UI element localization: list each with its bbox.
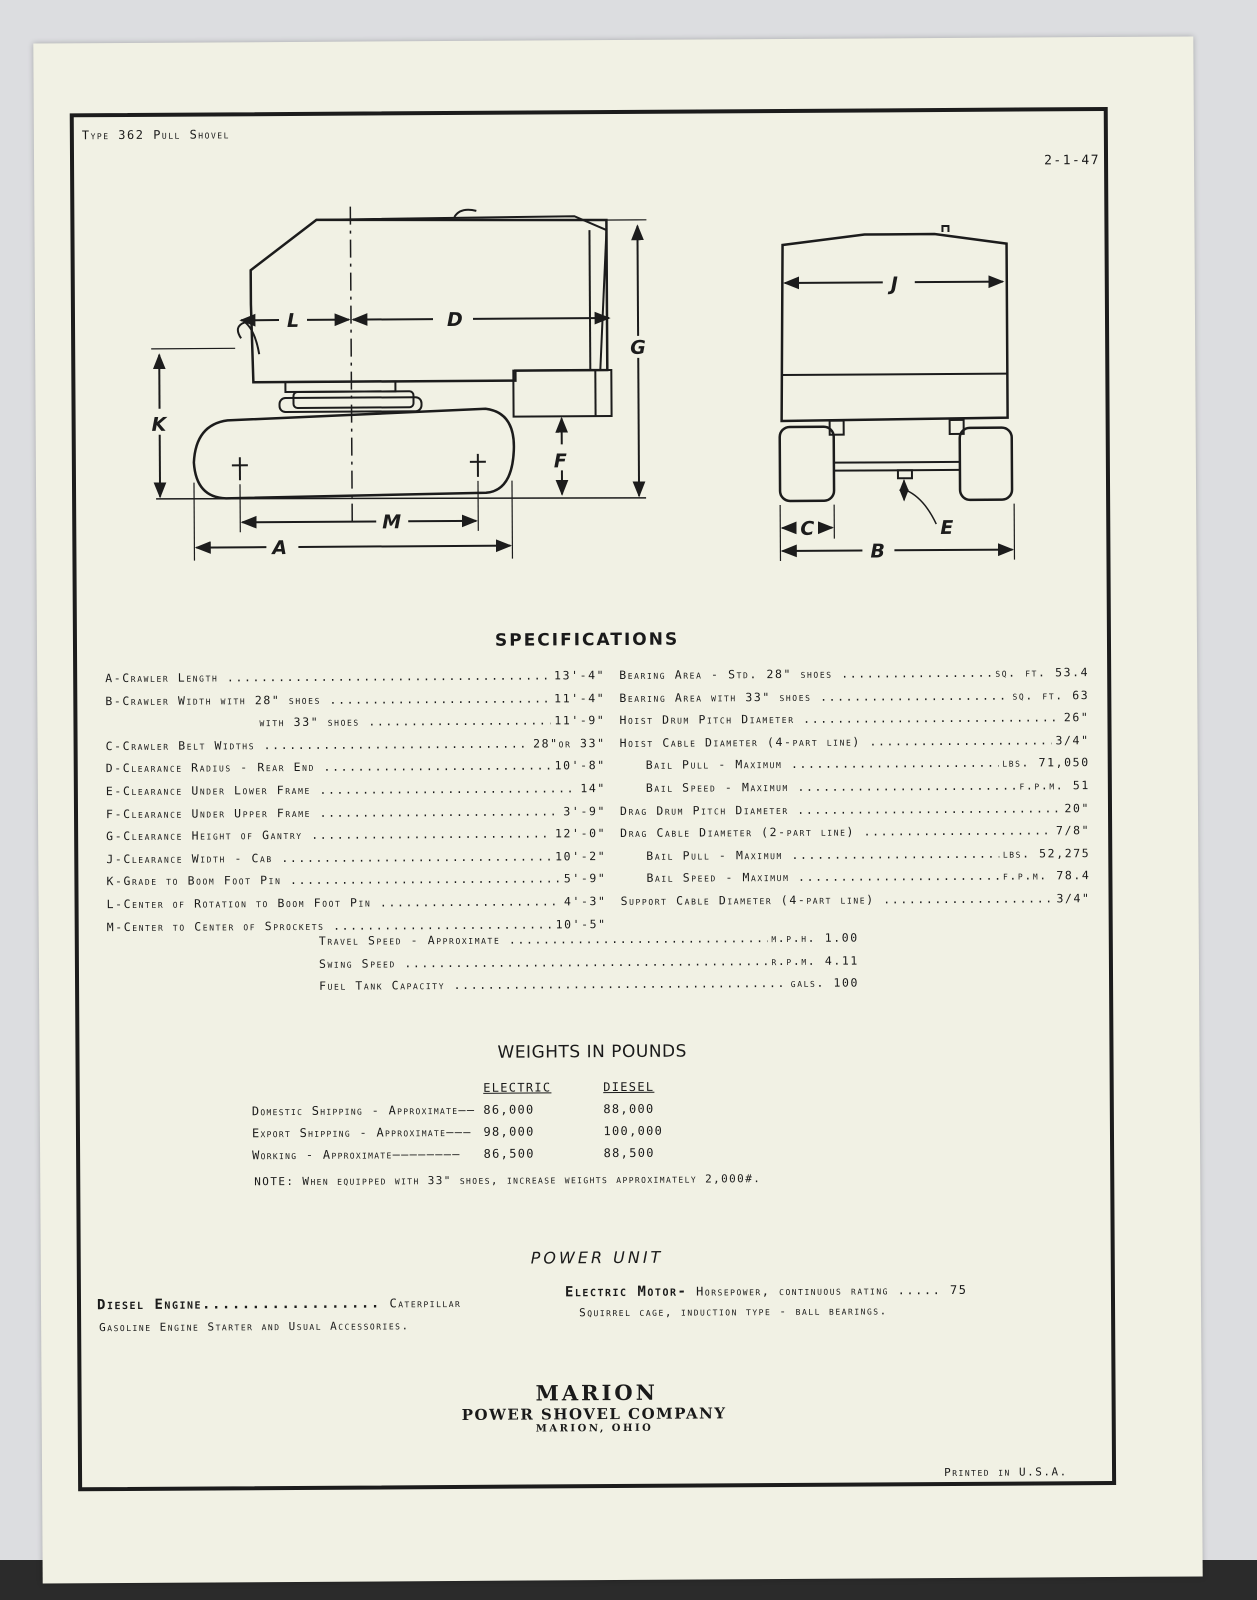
front-view-machine (778, 226, 1012, 501)
dim-label-D: D (446, 308, 463, 332)
spec-row: Bearing Area - Std. 28" shoes ..... sq. ft. 53.4 (619, 661, 1089, 686)
company-name: MARION (535, 1379, 658, 1406)
spec-row: Hoist Drum Pitch Diameter ..... 26" (619, 706, 1089, 731)
weights-note: NOTE: When equipped with 33" shoes, increase weights approximately 2,000#. (254, 1172, 762, 1189)
spec-list-left (105, 664, 607, 938)
spec-list-right (619, 661, 1091, 912)
table-row: Domestic Shipping - Approximate—— 86,000 88,000 (251, 1101, 655, 1119)
spec-row: G-Clearance Height of Gantry ..... 12'-0" (106, 822, 606, 848)
spec-row: B-Crawler Width with 28" shoes ..... 11'-4" (105, 687, 605, 713)
table-row: Export Shipping - Approximate——— 98,000 100,000 (251, 1123, 664, 1141)
dim-label-A: A (272, 537, 288, 560)
spec-row: Drag Drum Pitch Diameter ..... 20" (620, 797, 1090, 822)
spec-row: Bail Speed - Maximum ..... f.p.m. 78.4 (620, 864, 1090, 889)
spec-row: M-Center to Center of Sprockets ..... 10'-5" (107, 913, 607, 939)
spec-row: A-Crawler Length ..... 13'-4" (105, 664, 605, 690)
dim-label-K: K (151, 413, 167, 436)
dim-label-M: M (382, 511, 402, 534)
spec-sheet (33, 36, 1202, 1583)
spec-row: L-Center of Rotation to Boom Foot Pin ..... 4'-3" (106, 890, 606, 916)
spec-row: D-Clearance Radius - Rear End ..... 10'-8" (106, 754, 606, 780)
weights-title: WEIGHTS IN POUNDS (497, 1041, 687, 1063)
company-city: MARION, OHIO (535, 1422, 654, 1435)
weights-col-electric: ELECTRIC (483, 1080, 552, 1095)
spec-row: C-Crawler Belt Widths ..... 28"or 33" (106, 732, 606, 758)
printed-in-label: Printed in U.S.A. (944, 1465, 1068, 1480)
specifications-title: SPECIFICATIONS (494, 629, 680, 651)
spec-row: Bail Speed - Maximum ..... f.p.m. 51 (620, 774, 1090, 799)
spec-row: K-Grade to Boom Foot Pin ..... 5'-9" (106, 867, 606, 893)
date-label: 2-1-47 (1043, 153, 1101, 169)
side-view-machine (192, 209, 612, 499)
spec-list-bottom (319, 927, 859, 998)
spec-row: Swing Speed ..... r.p.m. 4.11 (319, 949, 859, 975)
dim-label-L: L (286, 309, 300, 333)
diesel-engine-detail: Gasoline Engine Starter and Usual Accessories. (99, 1319, 410, 1335)
electric-motor-detail: Squirrel cage, induction type - ball bearings. (579, 1304, 888, 1320)
weights-header-row (252, 1075, 716, 1100)
spec-row: Fuel Tank Capacity ..... gals. 100 (319, 972, 859, 998)
spec-row: Hoist Cable Diameter (4-part line) ..... 3/4" (620, 729, 1090, 754)
spec-row: Drag Cable Diameter (2-part line) ..... 7/8" (620, 819, 1090, 844)
diesel-engine-value: Caterpillar (389, 1295, 462, 1311)
diesel-engine-label: Diesel Engine.................. (96, 1295, 381, 1314)
spec-row: Bail Pull - Maximum ..... lbs. 52,275 (620, 842, 1090, 867)
weights-col-diesel: DIESEL (603, 1079, 655, 1095)
electric-motor-line (565, 1282, 968, 1300)
dim-label-F: F (553, 450, 567, 473)
table-row: Working - Approximate———————— 86,500 88,500 (252, 1145, 655, 1163)
spec-row: F-Clearance Under Upper Frame ..... 3'-9" (106, 800, 606, 826)
spec-row: J-Clearance Width - Cab ..... 10'-2" (106, 845, 606, 871)
electric-motor-label: Electric Motor- (564, 1283, 688, 1301)
dim-label-G: G (630, 336, 646, 359)
model-type-label: Type 362 Pull Shovel (81, 127, 230, 143)
dim-label-C: C (800, 517, 815, 540)
diesel-engine-line (97, 1295, 461, 1313)
spec-row: with 33" shoes ..... 11'-9" (105, 709, 605, 735)
dim-label-J: J (890, 273, 898, 296)
spec-row: Bearing Area with 33" shoes ..... sq. ft. 63 (619, 684, 1089, 709)
dim-label-E: E (940, 516, 954, 540)
spec-row: Support Cable Diameter (4-part line) ..... 3/4" (620, 887, 1090, 912)
power-unit-title: POWER UNIT (530, 1247, 664, 1268)
dimension-diagram (33, 36, 1196, 583)
spec-row: Travel Speed - Approximate ..... m.p.h. 1.00 (319, 927, 859, 953)
company-subtitle: POWER SHOVEL COMPANY (461, 1404, 727, 1424)
spec-row: Bail Pull - Maximum ..... lbs. 71,050 (620, 751, 1090, 776)
electric-motor-value: Horsepower, continuous rating ..... 75 (696, 1282, 968, 1299)
spec-row: E-Clearance Under Lower Frame ..... 14" (106, 777, 606, 803)
weights-table (252, 1075, 716, 1166)
dim-label-B: B (870, 540, 885, 563)
